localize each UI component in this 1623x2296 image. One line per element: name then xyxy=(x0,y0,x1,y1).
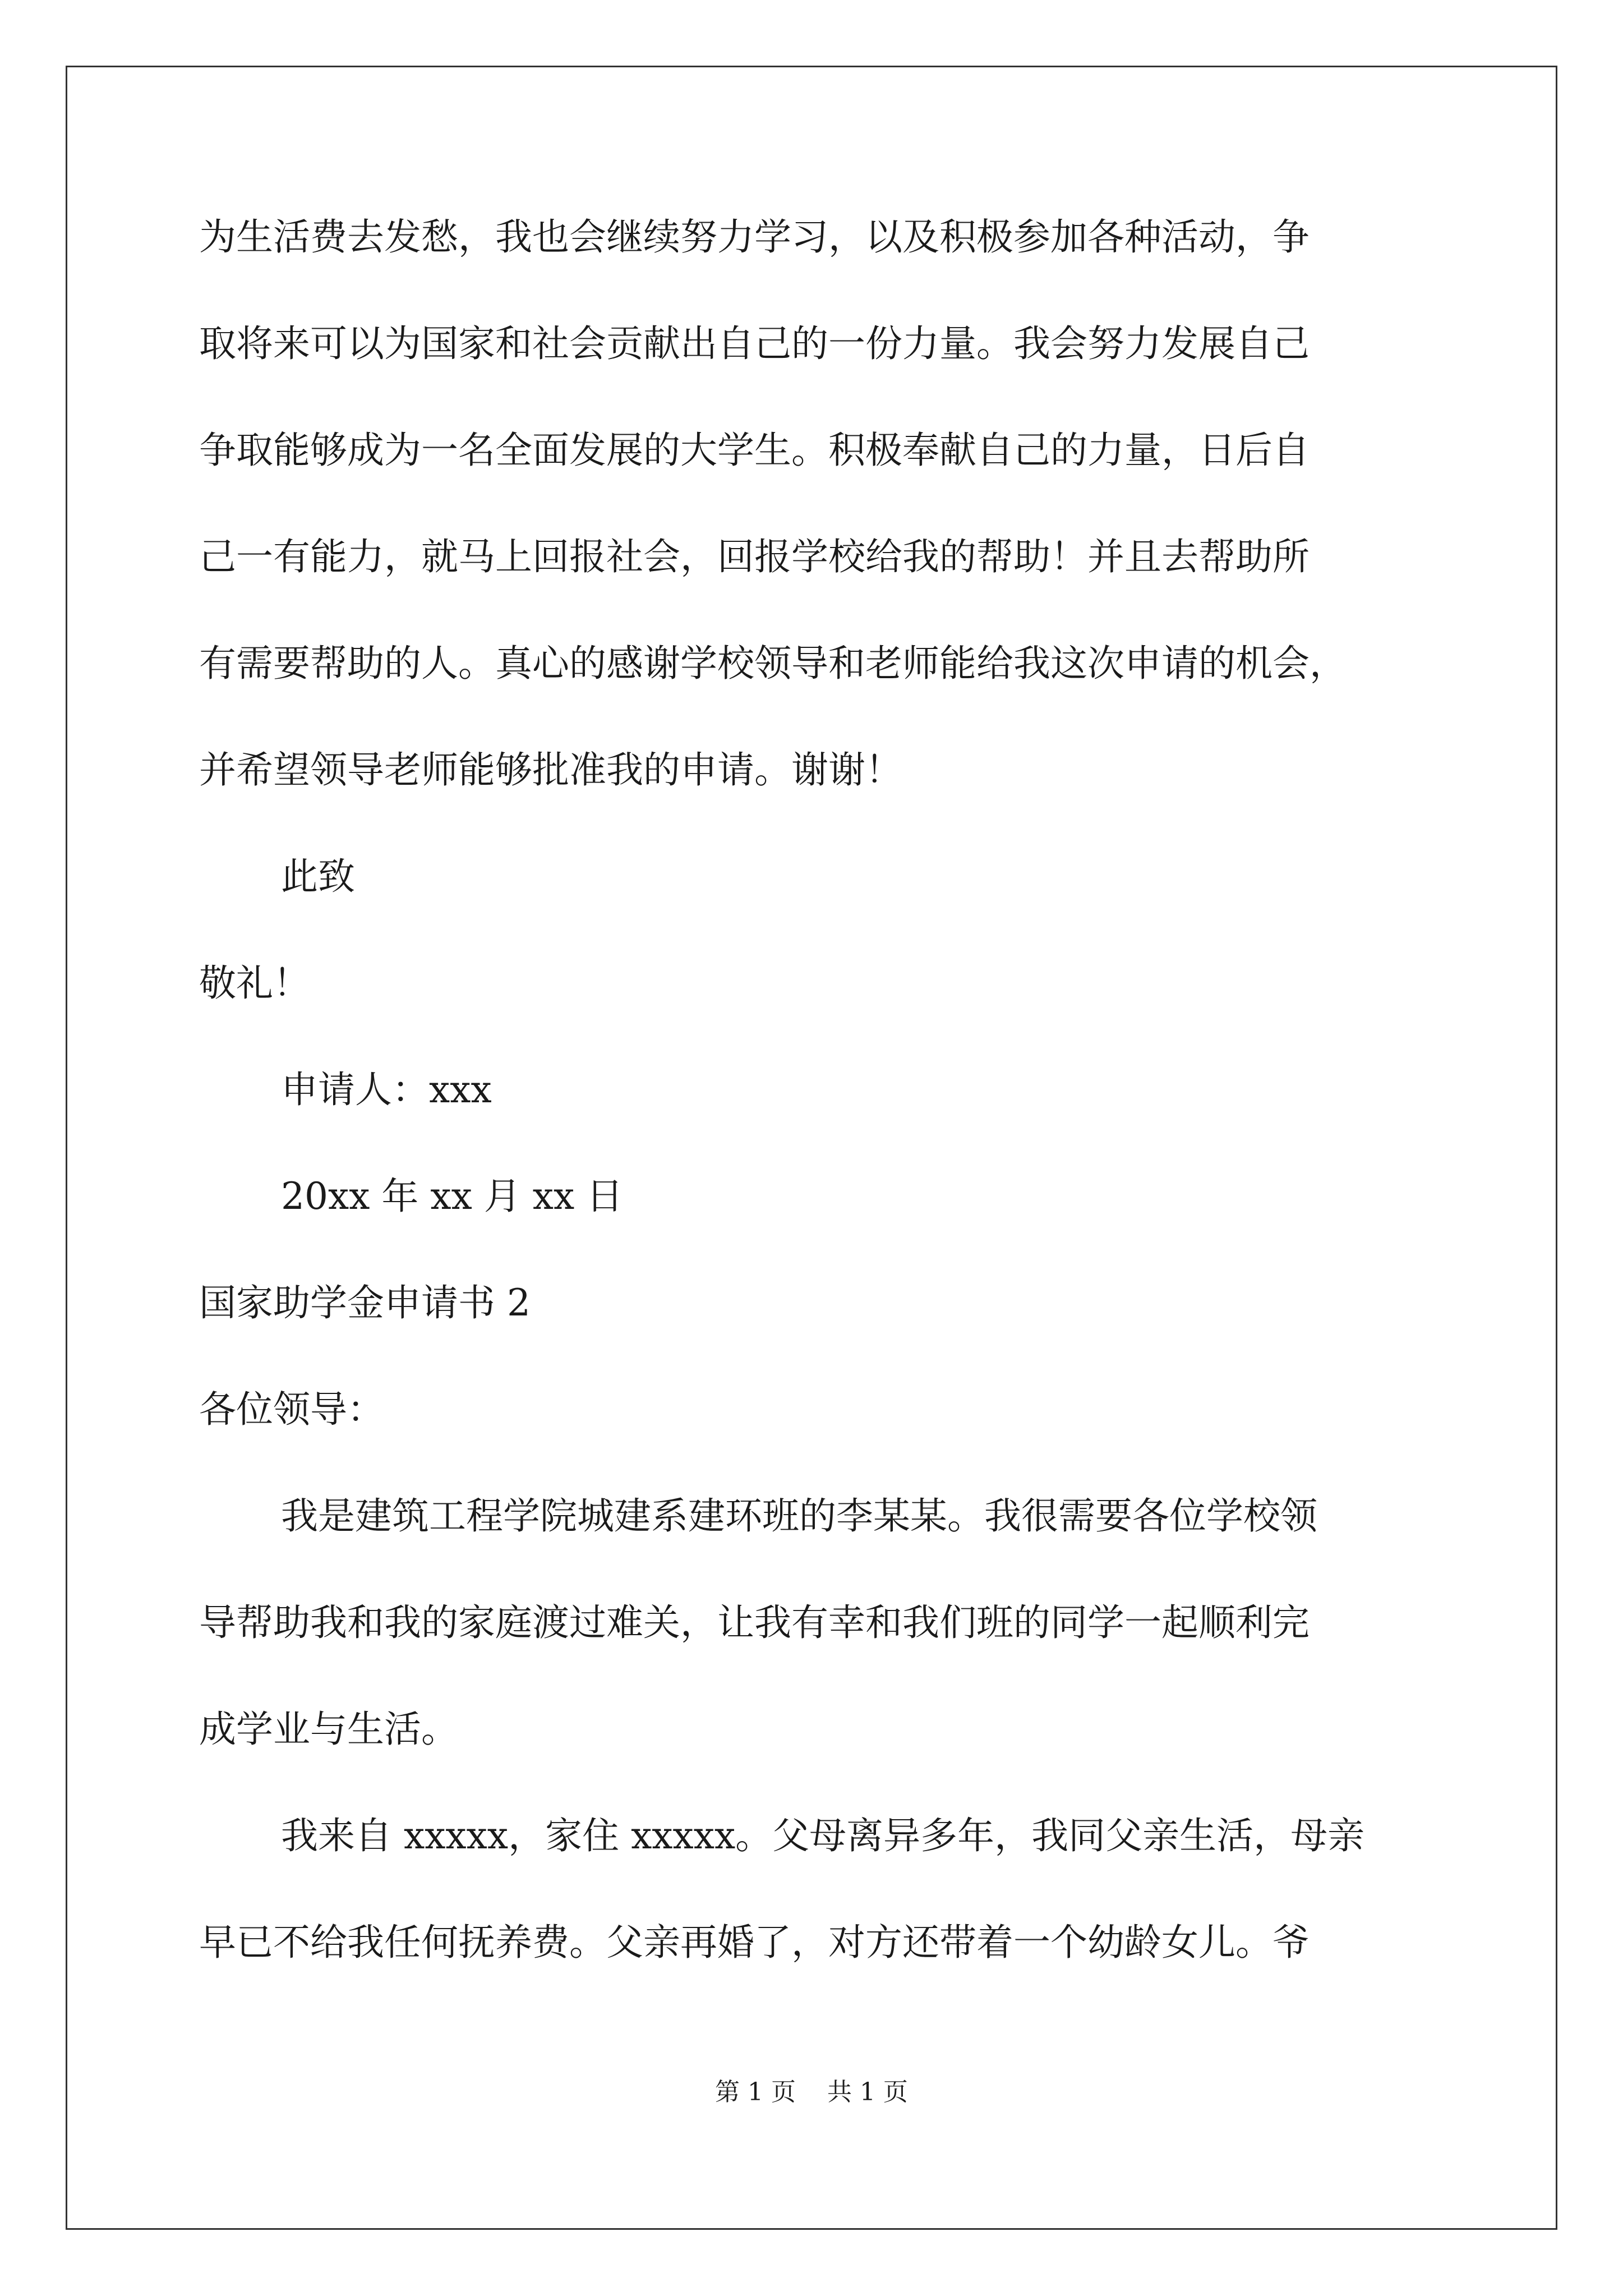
paragraph-line: 早已不给我任何抚养费。父亲再婚了，对方还带着一个幼龄女儿。爷 xyxy=(199,1921,1310,1964)
paragraph-line: 我是建筑工程学院城建系建环班的李某某。我很需要各位学校领 xyxy=(281,1494,1317,1538)
page-border xyxy=(66,66,1557,2230)
paragraph-line: 为生活费去发愁，我也会继续努力学习，以及积极参加各种活动，争 xyxy=(199,215,1310,259)
date-line: 20xx 年 xx 月 xx 日 xyxy=(281,1175,624,1218)
paragraph-line: 我来自 xxxxx，家住 xxxxx。父母离异多年，我同父亲生活，母亲 xyxy=(281,1814,1365,1857)
paragraph-line: 导帮助我和我的家庭渡过难关，让我有幸和我们班的同学一起顺利完 xyxy=(199,1601,1310,1644)
paragraph-line: 取将来可以为国家和社会贡献出自己的一份力量。我会努力发展自己 xyxy=(199,322,1310,365)
paragraph-line: 成学业与生活。 xyxy=(199,1708,458,1751)
salutation-line: 敬礼！ xyxy=(199,961,310,1005)
paragraph-line: 己一有能力，就马上回报社会，回报学校给我的帮助！并且去帮助所 xyxy=(199,535,1310,578)
paragraph-line: 有需要帮助的人。真心的感谢学校领导和老师能给我这次申请的机会， xyxy=(199,642,1347,685)
signature-line: 申请人：xxx xyxy=(281,1068,492,1111)
section-title: 国家助学金申请书 2 xyxy=(199,1281,531,1324)
paragraph-line: 争取能够成为一名全面发展的大学生。积极奉献自己的力量，日后自 xyxy=(199,429,1310,472)
paragraph-line: 并希望领导老师能够批准我的申请。谢谢！ xyxy=(199,748,902,792)
page-footer: 第 1 页 共 1 页 xyxy=(715,2078,908,2106)
salutation-line: 此致 xyxy=(281,855,355,898)
greeting-line: 各位领导： xyxy=(199,1388,384,1431)
